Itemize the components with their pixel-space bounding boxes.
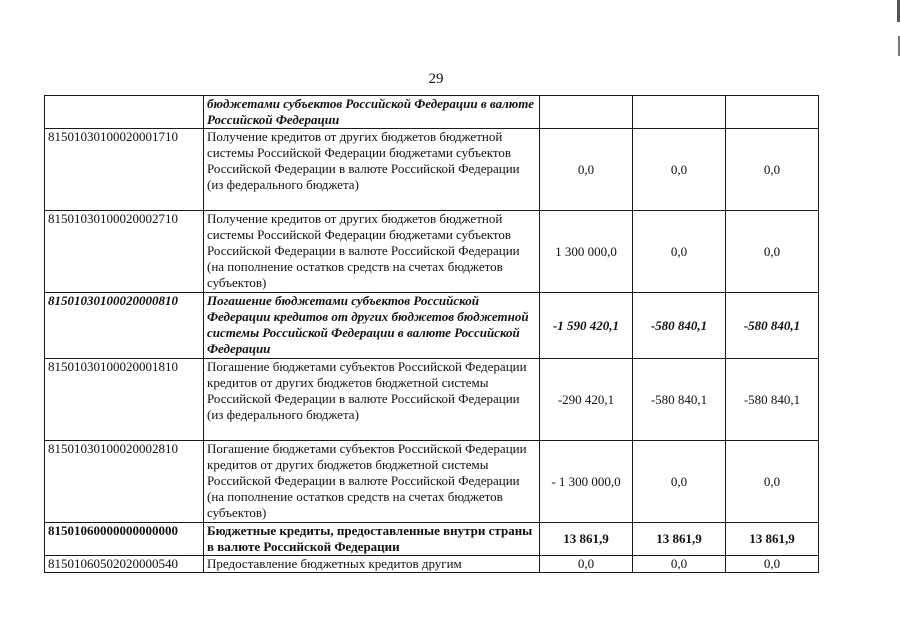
value-year-2: 0,0 (633, 556, 726, 573)
table-row (45, 523, 819, 556)
table-row (45, 129, 819, 211)
table-row (45, 441, 819, 523)
value-year-3: 0,0 (726, 556, 819, 573)
row-description: Погашение бюджетами субъектов Российской Федерации кредитов от других бюджетов бюджетной системы Российской Федерации в валюте Российской Федерации (из федерального бюджета) (204, 359, 540, 441)
value-year-2: 0,0 (633, 211, 726, 293)
table-body (45, 96, 819, 573)
value-year-3: 0,0 (726, 129, 819, 211)
value-year-2: -580 840,1 (633, 359, 726, 441)
row-description: Погашение бюджетами субъектов Российской Федерации кредитов от других бюджетов бюджетной системы Российской Федерации в валюте Российской Федерации (на пополнение остатков средств на счетах бюджетов субъектов) (204, 441, 540, 523)
value-year-2: 0,0 (633, 441, 726, 523)
table-row (45, 211, 819, 293)
budget-classification-code: 81501030100020002810 (45, 441, 204, 523)
value-year-3: 0,0 (726, 211, 819, 293)
row-description: Получение кредитов от других бюджетов бюджетной системы Российской Федерации бюджетами субъектов Российской Федерации в валюте Российской Федерации (на пополнение остатков средств на счетах бюджетов субъектов) (204, 211, 540, 293)
value-year-3 (726, 96, 819, 129)
value-year-1: -1 590 420,1 (540, 293, 633, 359)
value-year-3: 0,0 (726, 441, 819, 523)
budget-classification-code: 81501060502020000540 (45, 556, 204, 573)
table-row (45, 556, 819, 573)
row-description: бюджетами субъектов Российской Федерации в валюте Российской Федерации (204, 96, 540, 129)
row-description: Получение кредитов от других бюджетов бюджетной системы Российской Федерации бюджетами субъектов Российской Федерации в валюте Российской Федерации (из федерального бюджета) (204, 129, 540, 211)
value-year-1: 0,0 (540, 556, 633, 573)
table-row (45, 96, 819, 129)
budget-classification-code: 81501030100020001810 (45, 359, 204, 441)
budget-classification-code: 81501030100020000810 (45, 293, 204, 359)
budget-classification-code: 81501030100020002710 (45, 211, 204, 293)
value-year-1: - 1 300 000,0 (540, 441, 633, 523)
row-description: Предоставление бюджетных кредитов другим (204, 556, 540, 573)
table-row (45, 359, 819, 441)
row-description: Погашение бюджетами субъектов Российской Федерации кредитов от других бюджетов бюджетной системы Российской Федерации в валюте Российской Федерации (204, 293, 540, 359)
value-year-2: -580 840,1 (633, 293, 726, 359)
value-year-1: 0,0 (540, 129, 633, 211)
page-number: 29 (428, 71, 444, 87)
value-year-2: 0,0 (633, 129, 726, 211)
value-year-2 (633, 96, 726, 129)
value-year-1: 1 300 000,0 (540, 211, 633, 293)
budget-classification-code: 81501060000000000000 (45, 523, 204, 556)
value-year-1: -290 420,1 (540, 359, 633, 441)
budget-classification-code: 81501030100020001710 (45, 129, 204, 211)
value-year-3: -580 840,1 (726, 359, 819, 441)
budget-classification-code (45, 96, 204, 129)
value-year-3: -580 840,1 (726, 293, 819, 359)
row-description: Бюджетные кредиты, предоставленные внутри страны в валюте Российской Федерации (204, 523, 540, 556)
value-year-2: 13 861,9 (633, 523, 726, 556)
budget-sources-table (44, 95, 819, 573)
value-year-1: 13 861,9 (540, 523, 633, 556)
value-year-3: 13 861,9 (726, 523, 819, 556)
table-row (45, 293, 819, 359)
value-year-1 (540, 96, 633, 129)
